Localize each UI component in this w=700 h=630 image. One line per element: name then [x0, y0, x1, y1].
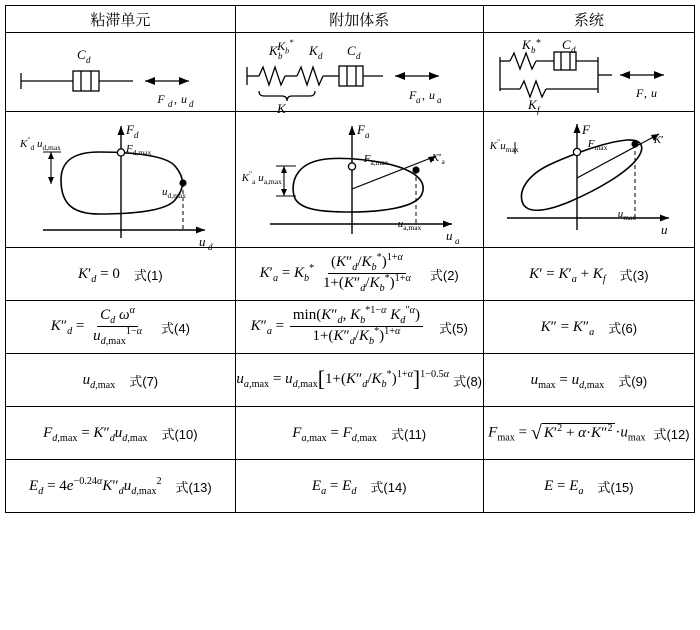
figure-sheet	[0, 5, 700, 630]
formula-5: $K''_a$ = $\frac{\min(K''_d, K_b^{*1-\alpha} K_d^{''\alpha})}{1+(K''_d/K_b^*)^{1+\alpha}}$	[251, 308, 425, 346]
schematic-cell-damper	[6, 33, 236, 112]
formula-9: $u_{max} = u_{d,max}$	[530, 371, 605, 391]
umax-label-col3: $u_{max}$	[617, 208, 637, 223]
equation-row-4	[6, 407, 695, 460]
formula-2: $K'_a = K_b^*$ $\frac{(K''_d/K_b^*)^{1+\alpha}}{1+(K''_d/K_b^*)^{1+\alpha}}$	[259, 252, 411, 294]
equation-tag-15: 式(15)	[597, 479, 634, 495]
svg-text:d: d	[168, 99, 173, 109]
equation-tag-9: 式(9)	[618, 373, 648, 389]
equation-cell-11	[235, 407, 483, 460]
umax-label-col2: $u_{a,max}$	[397, 218, 422, 233]
equation-tag-13: 式(13)	[175, 479, 212, 495]
formula-12: $F_{max}$ = √ $K'^2 + \alpha\cdot K''^2$ $\cdot u_{max}$	[488, 422, 646, 444]
dashpot-schematic-svg	[9, 33, 231, 109]
equation-tag-8: 式(8)	[453, 373, 482, 389]
svg-text:d: d	[570, 45, 576, 55]
equation-cell-2	[235, 248, 483, 301]
header-cell-3: 系统	[483, 6, 694, 33]
equation-cell-5	[235, 301, 483, 354]
svg-text:,: ,	[174, 92, 178, 106]
slope-label-col2: $K'_a$	[431, 152, 445, 167]
comparison-table	[5, 5, 695, 513]
svg-text:a: a	[365, 130, 370, 140]
svg-text:F: F	[581, 122, 590, 137]
equation-tag-4: 式(4)	[161, 320, 190, 336]
equation-cell-7	[6, 354, 236, 407]
equation-row-2	[6, 301, 695, 354]
svg-text:b: b	[530, 45, 536, 55]
schematic-cell-system	[483, 33, 694, 115]
equation-tag-6: 式(6)	[608, 320, 638, 336]
equation-tag-3: 式(3)	[619, 267, 649, 283]
formula-14: $E_a = E_d$	[311, 477, 357, 497]
equation-cell-3	[483, 248, 694, 301]
svg-text:d: d	[189, 99, 194, 109]
hysteresis-cell-damper	[6, 112, 236, 252]
svg-text:K: K	[269, 43, 278, 58]
hysteresis-cell-added-system	[235, 112, 483, 248]
equation-cell-12	[483, 407, 694, 460]
formula-6: $K'' = K''_a$	[540, 318, 595, 338]
damper-label-text: C	[77, 47, 87, 62]
svg-text:u: u	[446, 228, 453, 243]
schematic-row	[6, 33, 695, 112]
fmax-label-col3: $F_{max}$	[587, 138, 608, 153]
equation-cell-13	[6, 460, 236, 513]
fmax-label-col2: $F_{a,max}$	[363, 153, 389, 168]
svg-text:F: F	[157, 92, 166, 106]
svg-text:u: u	[198, 234, 206, 249]
svg-text:a: a	[416, 95, 421, 105]
equation-tag-1: 式(1)	[133, 267, 163, 283]
equation-cell-8	[235, 354, 483, 407]
svg-text:u: u	[181, 92, 188, 106]
umax-label-col1: $u_{d,max}$	[162, 186, 186, 201]
hysteresis-plot-system-svg	[489, 112, 689, 244]
fmax-label-col1: $F_{d,max}$	[126, 143, 152, 158]
svg-text:F: F	[635, 86, 644, 100]
stiffness-label-col1: $K''_d$ $u_{d,max}$	[20, 135, 61, 153]
svg-text:C: C	[561, 37, 571, 52]
svg-text:u: u	[650, 86, 657, 100]
equation-cell-10	[6, 407, 236, 460]
svg-text:K: K	[277, 101, 286, 116]
svg-text:u: u	[660, 222, 668, 237]
svg-text:d: d	[318, 51, 323, 61]
formula-11: $F_{a,max} = F_{d,max}$	[292, 424, 377, 444]
equation-cell-14	[235, 460, 483, 513]
formula-15: $E = E_a$	[544, 477, 584, 497]
equation-row-5	[6, 460, 695, 513]
equation-tag-10: 式(10)	[161, 426, 198, 442]
schematic-cell-added-system	[235, 33, 483, 116]
equation-tag-14: 式(14)	[370, 479, 407, 495]
header-cell-2: 附加体系	[235, 6, 483, 33]
equation-tag-12: 式(12)	[653, 426, 690, 442]
equation-tag-11: 式(11)	[390, 426, 427, 442]
formula-10: $F_{d,max} = K''_du_{d,max}$	[43, 424, 148, 444]
svg-text:f: f	[536, 105, 540, 115]
svg-text:F: F	[125, 122, 134, 137]
svg-text:,: ,	[422, 88, 426, 102]
equation-cell-6	[483, 301, 694, 354]
added-system-schematic-svg	[237, 33, 481, 116]
brace-label-kb-star: $K_b^*$	[277, 38, 294, 56]
svg-text:,: ,	[643, 86, 647, 100]
table-header-row	[6, 6, 695, 33]
stiffness-label-col3: $K''u_{max}$	[489, 137, 519, 155]
svg-text:b: b	[278, 51, 283, 61]
svg-text:d: d	[207, 242, 213, 252]
svg-text:F: F	[409, 88, 417, 102]
equation-tag-2: 式(2)	[429, 267, 459, 283]
svg-text:d: d	[356, 51, 361, 61]
svg-text:a: a	[455, 236, 460, 246]
header-cell-1: 粘滞单元	[6, 6, 236, 33]
svg-text:d: d	[86, 55, 91, 65]
formula-8: $u_{a,max} = u_{d,max}[1+(K''_d/K_b^*)^{1+\alpha}]^{1-0.5\alpha}$	[236, 367, 450, 392]
svg-text:K: K	[521, 37, 531, 52]
hysteresis-row	[6, 112, 695, 248]
equation-tag-5: 式(5)	[438, 320, 468, 336]
equation-cell-4	[6, 301, 236, 354]
formula-1: $K'_d = 0$	[77, 265, 120, 285]
equation-cell-15	[483, 460, 694, 513]
equation-row-1	[6, 248, 695, 301]
svg-text:d: d	[133, 130, 139, 140]
formula-4: $K''_d$ = $\frac{C_d \omega^\alpha}{u_{d,max}^{1-\alpha}}$	[50, 305, 143, 347]
equation-row-3	[6, 354, 695, 407]
formula-13: $E_d = 4e^{-0.24\alpha}K''_du_{d,max}^2$	[29, 475, 162, 497]
formula-7: $u_{d,max}$	[82, 371, 116, 391]
slope-label-col3: K′	[653, 134, 664, 146]
stiffness-label-col2: $K''_a$ $u_{a,max}$	[241, 169, 282, 187]
svg-text:u: u	[429, 88, 436, 102]
equation-cell-1	[6, 248, 236, 301]
formula-3: $K' = K'_a + K_f$	[529, 265, 606, 285]
system-schematic-svg	[486, 33, 692, 115]
svg-text:C: C	[347, 43, 356, 58]
hysteresis-cell-system	[483, 112, 694, 248]
equation-tag-7: 式(7)	[129, 373, 159, 389]
svg-text:K: K	[527, 97, 537, 112]
svg-text:a: a	[437, 95, 442, 105]
svg-text:F: F	[357, 122, 366, 137]
equation-cell-9	[483, 354, 694, 407]
svg-text:K: K	[309, 43, 318, 58]
svg-text:*: *	[535, 38, 541, 49]
hysteresis-plot-damper-svg	[13, 112, 228, 252]
